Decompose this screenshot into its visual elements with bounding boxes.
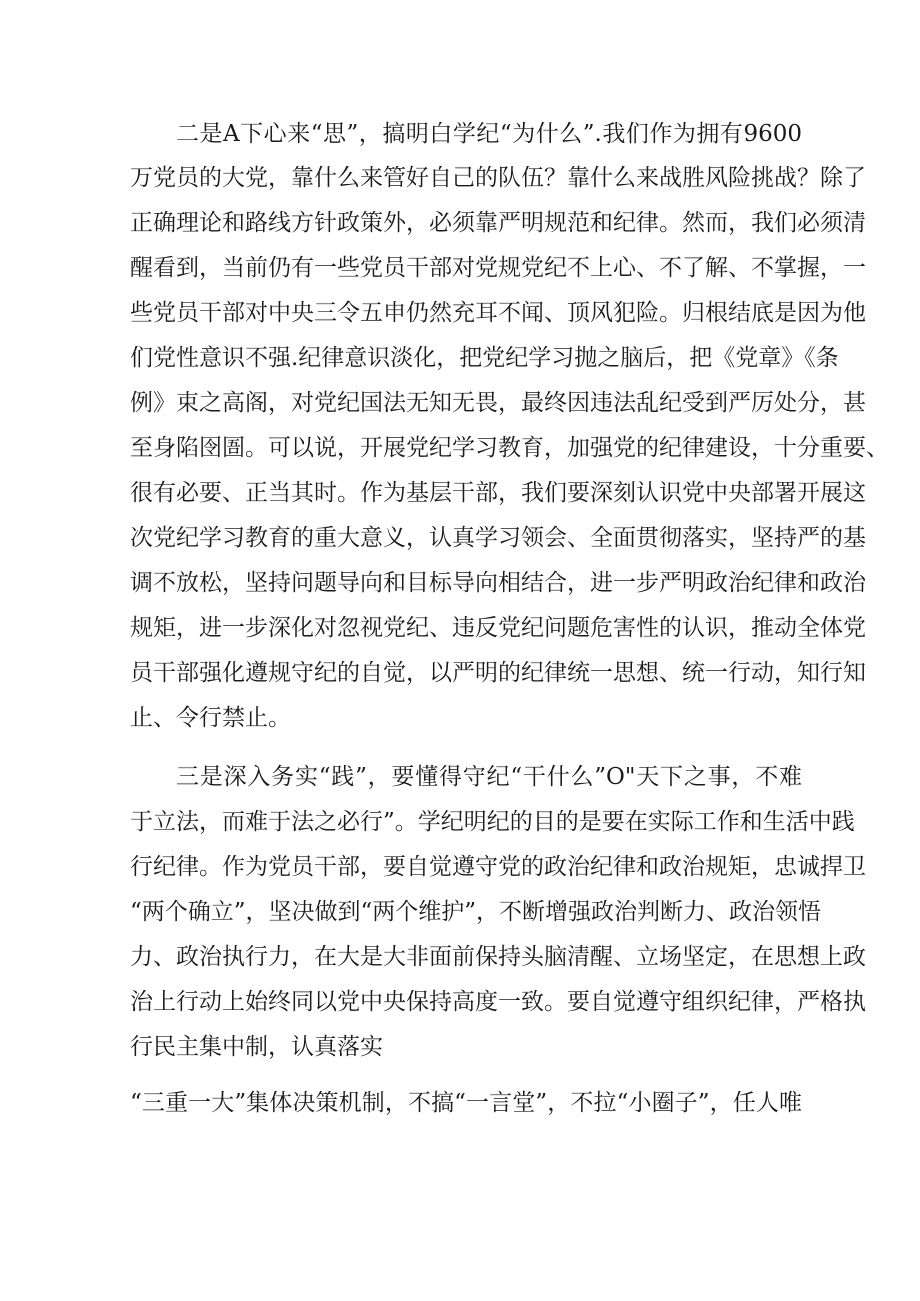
paragraph-3-line-4: “两个确立”，坚决做到“两个维护”，不断增强政治判断力、政治领悟	[130, 899, 822, 925]
paragraph-2-line-11: 调不放松，坚持问题导向和目标导向相结合，进一步严明政治纪律和政治	[130, 570, 866, 596]
paragraph-2-line-10: 次党纪学习教育的重大意义，认真学习领会、全面贯彻落实，坚持严的基	[130, 525, 866, 551]
paragraph-2-line-6: 们党性意识不强.纪律意识淡化，把党纪学习抛之脑后，把《党章》《条	[130, 345, 839, 371]
paragraph-3-line-5: 力、政治执行力，在大是大非面前保持头脑清醒、立场坚定，在思想上政	[130, 944, 866, 970]
paragraph-2-line-3: 正确理论和路线方针政策外，必须靠严明规范和纪律。然而，我们必须清	[130, 210, 866, 236]
paragraph-2-line-7: 例》束之高阁，对党纪国法无知无畏，最终因违法乱纪受到严厉处分，甚	[130, 390, 866, 416]
paragraph-2-line-4: 醒看到，当前仍有一些党员干部对党规党纪不上心、不了解、不掌握，一	[130, 255, 866, 281]
paragraph-3-line-6: 治上行动上始终同以党中央保持高度一致。要自觉遵守组织纪律，严格执	[130, 989, 866, 1015]
paragraph-2-line-5: 些党员干部对中央三令五申仍然充耳不闻、顶风犯险。归根结底是因为他	[130, 300, 866, 326]
paragraph-3-line-3: 行纪律。作为党员干部，要自觉遵守党的政治纪律和政治规矩，忠诚捍卫	[130, 854, 866, 880]
paragraph-2-line-12: 规矩，进一步深化对忽视党纪、违反党纪问题危害性的认识，推动全体党	[130, 615, 866, 641]
paragraph-3-line-1: 三是深入务实“践”，要懂得守纪“干什么”O"天下之事，不难	[176, 764, 802, 790]
paragraph-4-line-1: “三重一大”集体决策机制，不搞“一言堂”，不拉“小圈子”，任人唯	[130, 1090, 802, 1116]
paragraph-2-line-14: 止、令行禁止。	[130, 705, 291, 731]
paragraph-3-line-2: 于立法，而难于法之必行”。学纪明纪的目的是要在实际工作和生活中践	[130, 809, 855, 835]
paragraph-2-line-9: 很有必要、正当其时。作为基层干部，我们要深刻认识党中央部署开展这	[130, 480, 866, 506]
paragraph-2-line-2: 万党员的大党，靠什么来管好自己的队伍？靠什么来战胜风险挑战？除了	[130, 165, 866, 191]
paragraph-2-line-13: 员干部强化遵规守纪的自觉，以严明的纪律统一思想、统一行动，知行知	[130, 660, 866, 686]
paragraph-2-line-8: 至身陷囹圄。可以说，开展党纪学习教育，加强党的纪律建设，十分重要、	[130, 435, 889, 461]
paragraph-2-line-1: 二是A下心来“思”，搞明白学纪“为什么”.我们作为拥有9600	[176, 121, 802, 147]
paragraph-3-line-7: 行民主集中制，认真落实	[130, 1034, 383, 1060]
